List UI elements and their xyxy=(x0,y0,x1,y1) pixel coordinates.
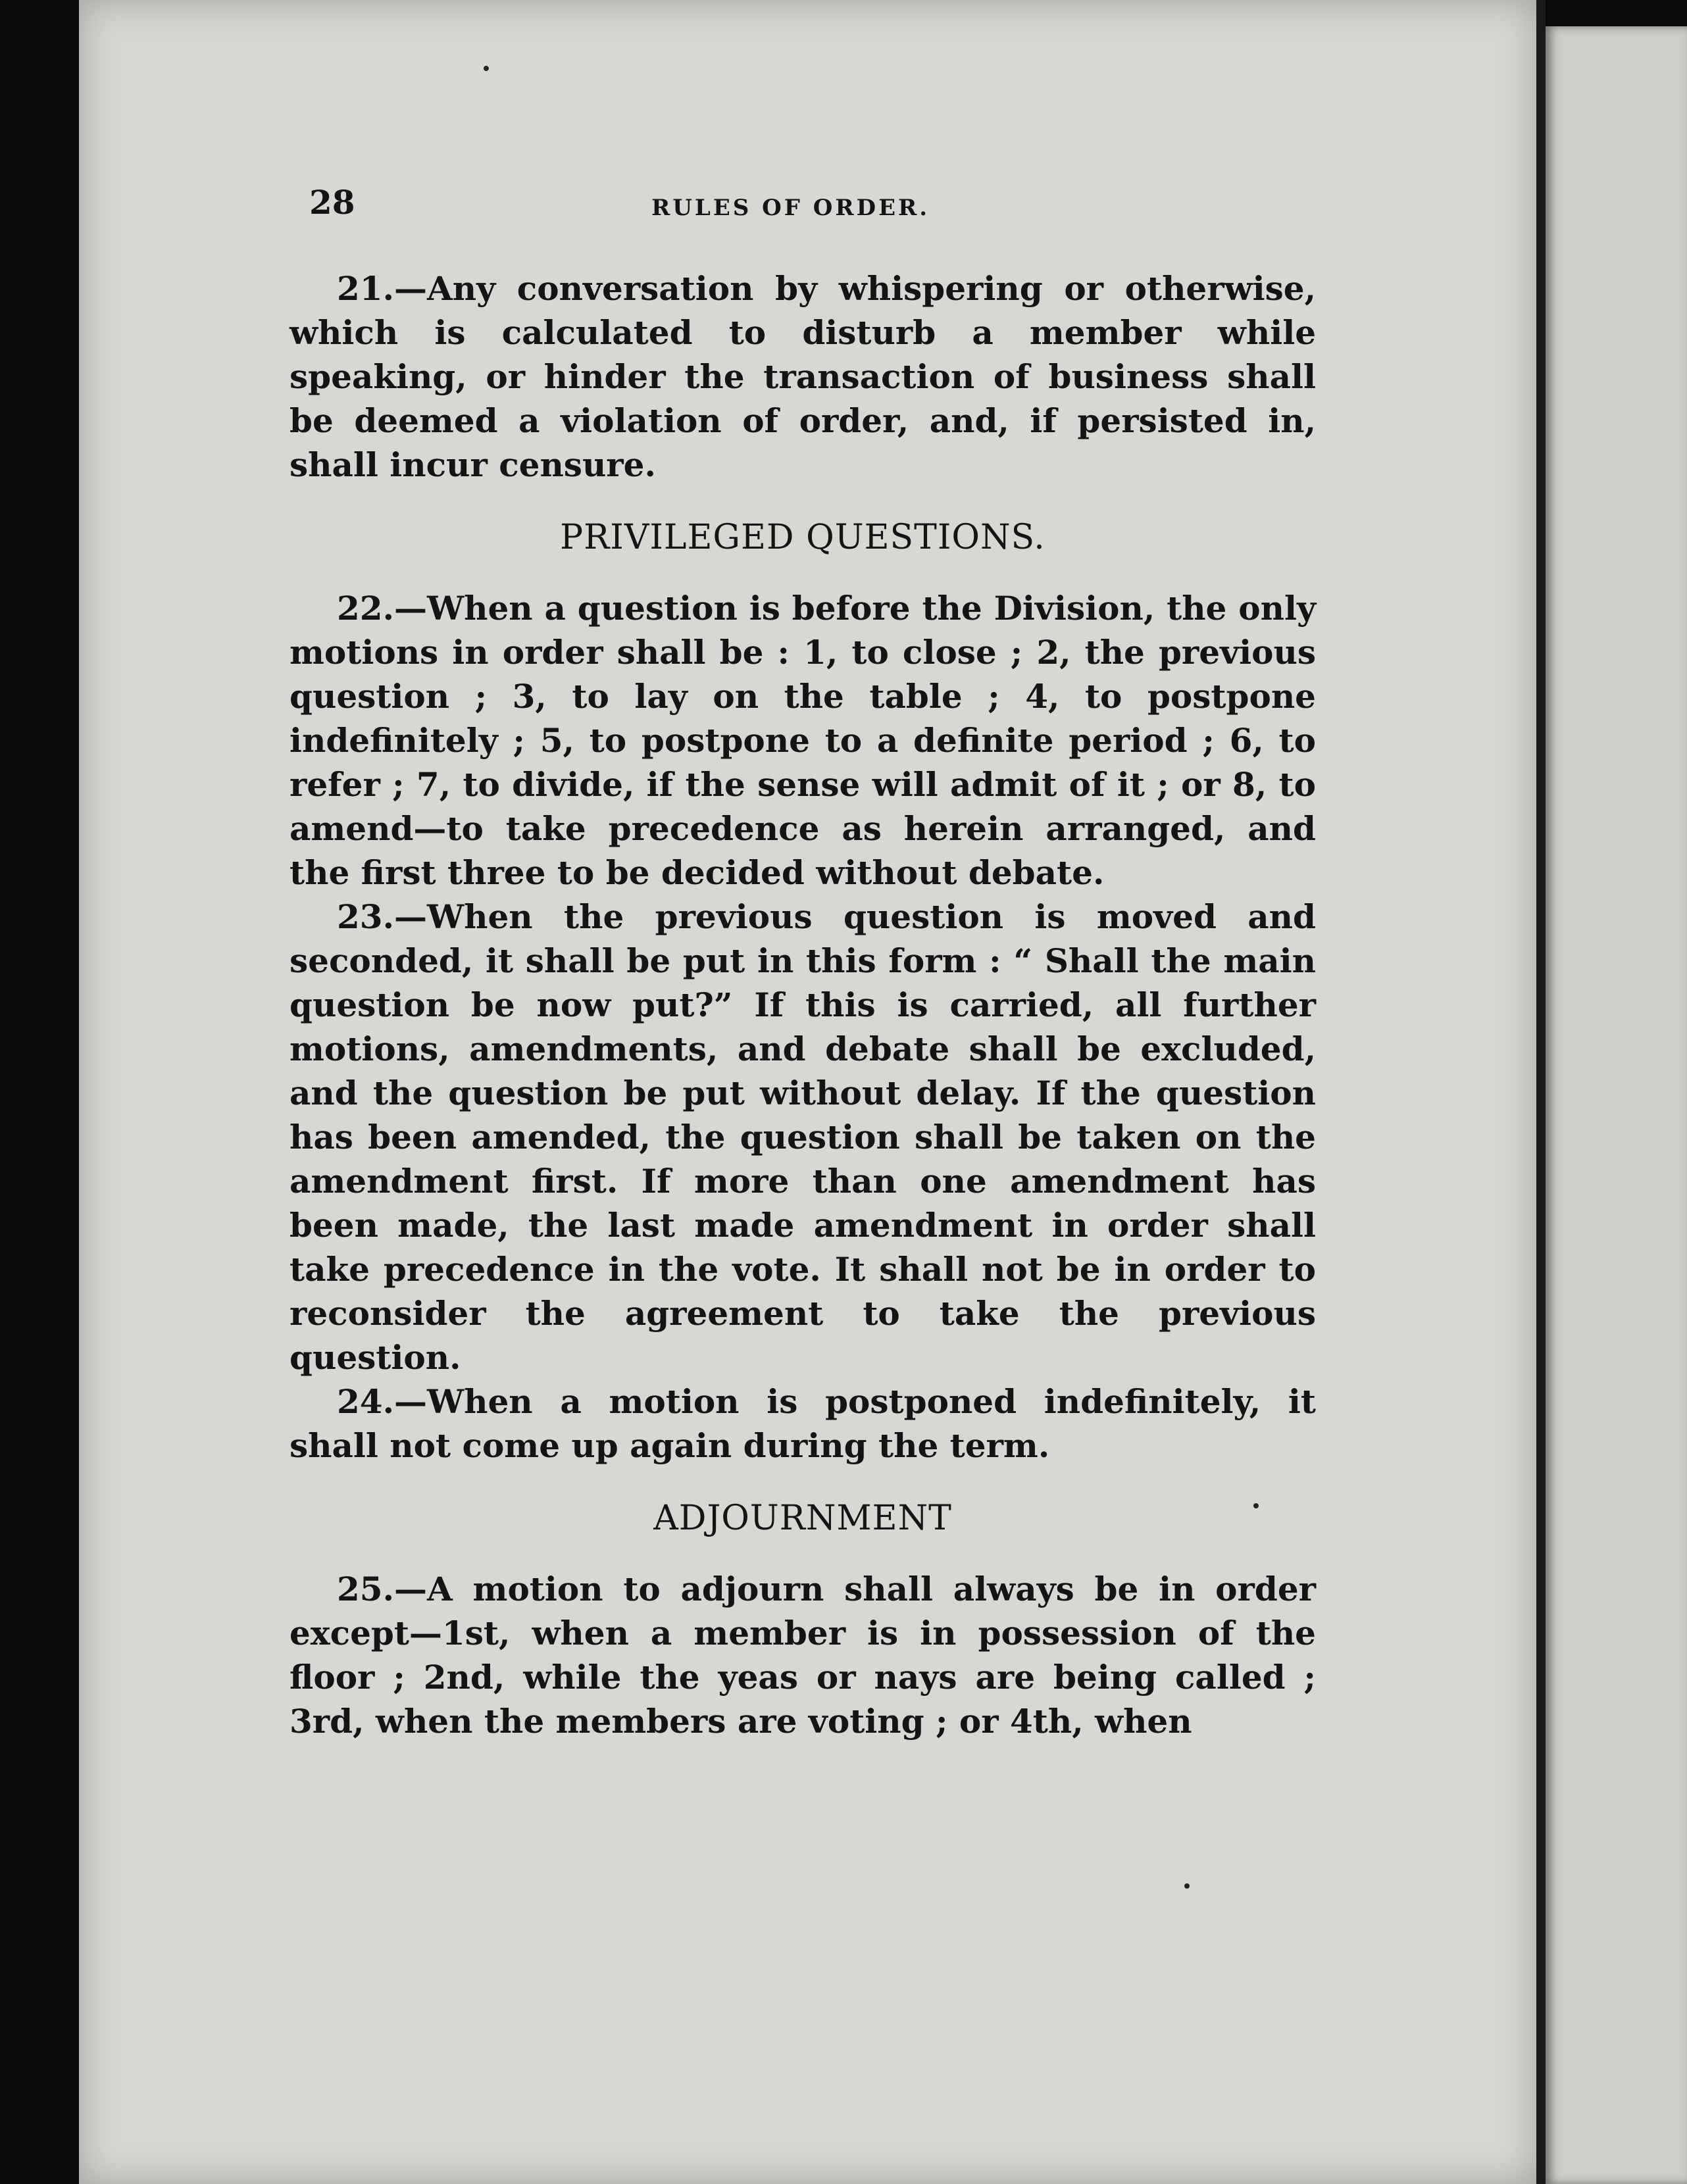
rule-24-paragraph: 24.—When a motion is postponed indefinitely, it shall not come up again during the term. xyxy=(290,1382,1316,1465)
page-header xyxy=(309,183,1322,229)
body-text xyxy=(290,266,1316,1743)
print-speck xyxy=(1184,1883,1190,1889)
privileged-questions-heading: PRIVILEGED QUESTIONS. xyxy=(560,518,1045,557)
rule-21-paragraph: 21.—Any conversation by whispering or otherwise, which is calculated to disturb a member while speaking, or hinder the transaction of business shall be deemed a violation of order, and, if persisted in, shall incur censure. xyxy=(290,269,1316,484)
print-speck xyxy=(484,66,489,71)
page-number: 28 xyxy=(309,183,355,222)
next-page-top-shadow xyxy=(1546,0,1687,26)
rule-22-paragraph: 22.—When a question is before the Division, the only motions in order shall be : 1, to close ; 2, the previous question ; 3, to lay on the table ; 4, to postpone indefinitely ; 5, to postpone to a definite period ; 6, to refer ; 7, to divide, if the sense will admit of it ; or 8, to amend—to take precedence as herein arranged, and the first three to be decided without debate. xyxy=(290,589,1316,892)
page-gutter-shadow xyxy=(1536,0,1546,2184)
rule-23-paragraph: 23.—When the previous question is moved and seconded, it shall be put in this form : “ Shall the main question be now put?” If this is carried, all further motions, amendments, and debate shall be excluded, and the question be put without delay. If the question has been amended, the question shall be taken on the amendment first. If more than one amendment has been made, the last made amendment in order shall take precedence in the vote. It shall not be in order to reconsider the agreement to take the previous question. xyxy=(290,897,1316,1377)
adjacent-page-edge xyxy=(1546,26,1687,2184)
running-head: RULES OF ORDER. xyxy=(651,195,930,221)
adjournment-heading: ADJOURNMENT xyxy=(653,1499,952,1538)
rule-25-paragraph: 25.—A motion to adjourn shall always be in order except—1st, when a member is in possession of the floor ; 2nd, while the yeas or nays are being called ; 3rd, when the members are voting ; or 4th, when xyxy=(290,1570,1316,1741)
